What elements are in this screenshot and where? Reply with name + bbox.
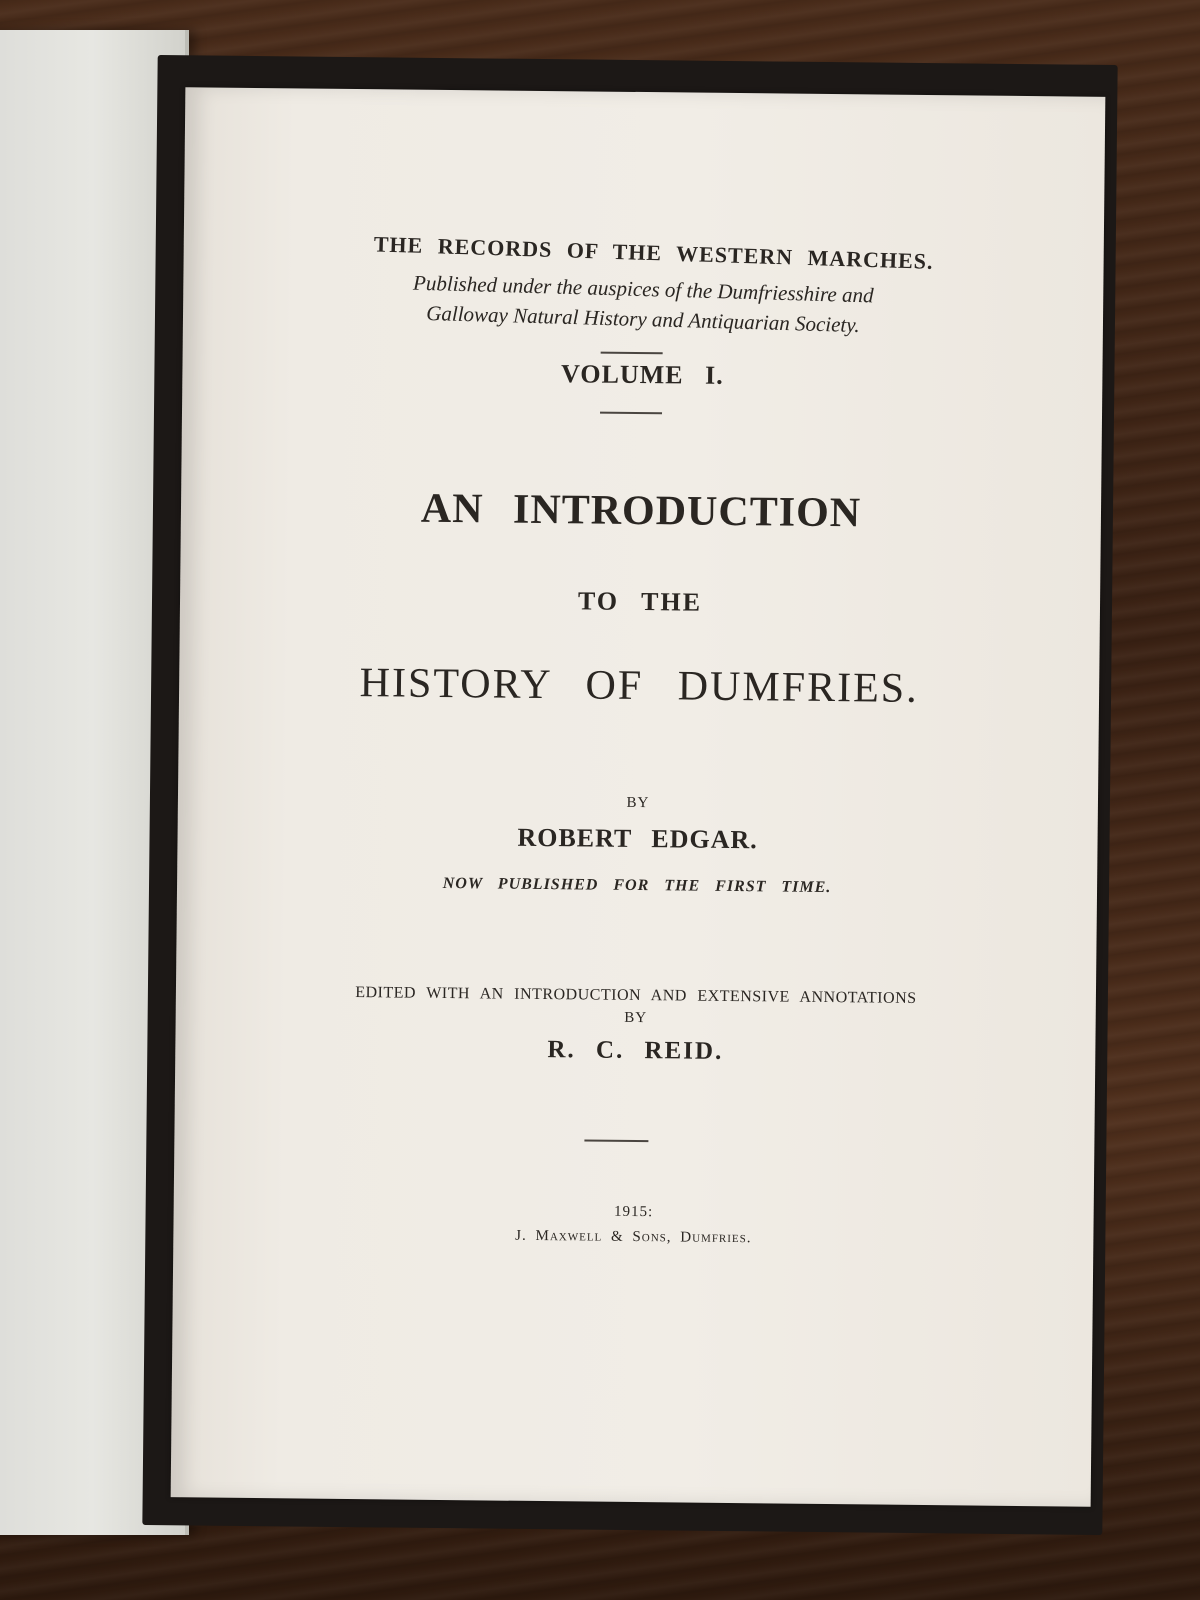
author-by: BY: [626, 794, 650, 812]
imprint-year: 1915:: [613, 1203, 654, 1221]
series-subtitle-line-2: Galloway Natural History and Antiquarian Society.: [425, 300, 861, 338]
editor-credit: EDITED WITH AN INTRODUCTION AND EXTENSIVE ANNOTATIONS: [355, 984, 917, 1007]
imprint-publisher: J. Maxwell & Sons, Dumfries.: [515, 1227, 752, 1247]
series-heading: THE RECORDS OF THE WESTERN MARCHES.: [373, 231, 934, 274]
title-line-1: AN INTRODUCTION: [420, 485, 862, 537]
volume-label: VOLUME I.: [560, 359, 724, 390]
divider-rule: [584, 1139, 648, 1141]
publication-note: NOW PUBLISHED FOR THE FIRST TIME.: [442, 874, 832, 897]
editor-name: R. C. REID.: [547, 1036, 724, 1065]
series-subtitle-line-1: Published under the auspices of the Dumfriesshire and: [412, 270, 874, 308]
author-name: ROBERT EDGAR.: [517, 822, 758, 855]
title-line-2: TO THE: [577, 586, 703, 617]
title-page: [171, 87, 1106, 1507]
editor-by: BY: [624, 1009, 648, 1027]
divider-rule: [601, 352, 663, 355]
divider-rule: [600, 412, 662, 415]
title-line-3: HISTORY OF DUMFRIES.: [359, 660, 919, 712]
